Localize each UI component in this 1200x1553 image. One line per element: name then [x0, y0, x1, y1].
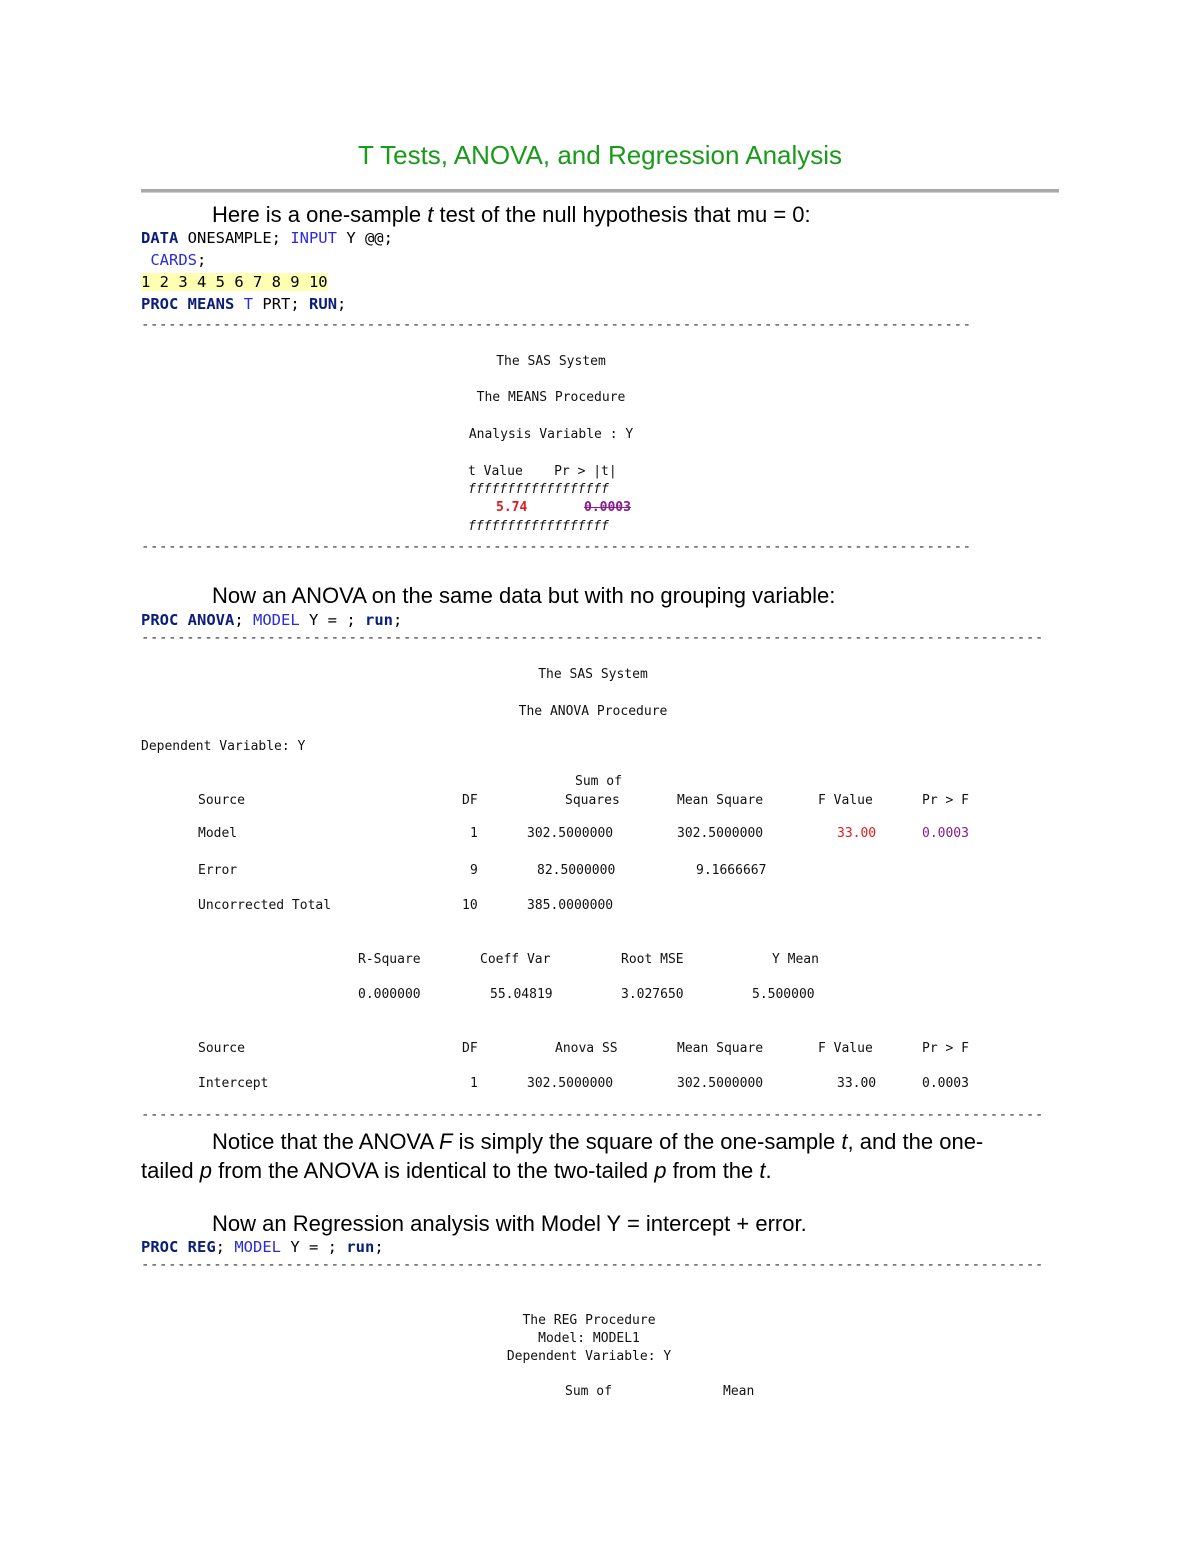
- page-title: T Tests, ANOVA, and Regression Analysis: [357, 140, 843, 170]
- output-separator: ffffffffffffffffff: [468, 519, 609, 534]
- t-italic: t: [759, 1158, 766, 1183]
- regression-intro: Now an Regression analysis with Model Y = intercept + error.: [212, 1211, 807, 1236]
- kw-proc: PROC: [141, 295, 179, 313]
- kw-data: DATA: [141, 229, 179, 247]
- intro-text: Here is a one-sample: [212, 202, 428, 227]
- cell-ss: 302.5000000: [527, 1076, 614, 1091]
- output-t-value: 5.74: [496, 500, 528, 515]
- col-mean: Mean: [723, 1384, 755, 1399]
- output-p-value: 0.0003: [584, 500, 631, 515]
- title-rule: [141, 189, 1059, 193]
- col-sum-of: Sum of: [575, 774, 622, 789]
- kw-proc: PROC: [141, 611, 179, 629]
- code-semicolon: ;: [215, 1238, 235, 1256]
- value-y-mean: 5.500000: [752, 987, 815, 1002]
- value-root-mse: 3.027650: [621, 987, 684, 1002]
- col-df: DF: [462, 1041, 478, 1056]
- output-model: Model: MODEL1: [538, 1331, 640, 1346]
- code-line-cards: [141, 251, 206, 269]
- cell-df: 10: [462, 898, 478, 913]
- code-dataset: ONESAMPLE;: [178, 229, 291, 247]
- cell-ms: 302.5000000: [677, 826, 764, 841]
- code-semicolon: ;: [234, 611, 254, 629]
- notice-line-1: [212, 1128, 983, 1156]
- kw-model: MODEL: [253, 611, 300, 629]
- dependent-variable: Dependent Variable: Y: [141, 739, 306, 754]
- kw-run: run: [365, 611, 394, 629]
- code-semicolon: ;: [197, 251, 207, 269]
- notice-text: , and the one-: [847, 1129, 984, 1154]
- value-coeff-var: 55.04819: [490, 987, 553, 1002]
- code-model-spec: Y = ;: [281, 1238, 347, 1256]
- cell-ms: 302.5000000: [677, 1076, 764, 1091]
- kw-proc: PROC: [141, 1238, 179, 1256]
- output-procedure-title: The REG Procedure: [522, 1313, 656, 1328]
- notice-text: is simply the square of the one-sample: [452, 1129, 842, 1154]
- cell-df: 1: [470, 1076, 478, 1091]
- col-f-value: F Value: [818, 1041, 873, 1056]
- col-coeff-var: Coeff Var: [480, 952, 551, 967]
- cell-ss: 385.0000000: [527, 898, 614, 913]
- col-source: Source: [198, 793, 245, 808]
- col-mean-square: Mean Square: [677, 793, 764, 808]
- col-y-mean: Y Mean: [772, 952, 819, 967]
- divider: ----------------------------------------------------------------------------------------------------: [141, 630, 1044, 646]
- divider: --------------------------------------------------------------------------------------------: [141, 317, 972, 333]
- output-analysis-variable: Analysis Variable : Y: [468, 427, 634, 442]
- t-test-intro: [212, 201, 811, 229]
- cell-p-value: 0.0003: [922, 826, 969, 841]
- kw-anova: ANOVA: [187, 611, 235, 629]
- col-f-value: F Value: [818, 793, 873, 808]
- output-t-header: t Value Pr > |t|: [468, 464, 617, 479]
- kw-t: T: [243, 295, 254, 313]
- output-dependent-variable: Dependent Variable: Y: [506, 1349, 672, 1364]
- output-system-title: The SAS System: [496, 354, 606, 369]
- kw-cards: CARDS: [141, 251, 197, 269]
- value-r-square: 0.000000: [358, 987, 421, 1002]
- code-semicolon: ;: [337, 295, 347, 313]
- data-values: 1 2 3 4 5 6 7 8 9 10: [141, 273, 328, 291]
- cell-ms: 9.1666667: [696, 863, 767, 878]
- divider: --------------------------------------------------------------------------------------------: [141, 539, 972, 555]
- col-pr-f: Pr > F: [922, 793, 969, 808]
- cell-source: Uncorrected Total: [198, 898, 332, 913]
- divider: ----------------------------------------------------------------------------------------------------: [141, 1257, 1044, 1273]
- cell-ss: 302.5000000: [527, 826, 614, 841]
- code-line-proc-anova: [141, 611, 402, 629]
- col-root-mse: Root MSE: [621, 952, 684, 967]
- cell-f-value: 33.00: [837, 826, 877, 841]
- kw-run: run: [346, 1238, 375, 1256]
- notice-text: Notice that the ANOVA: [212, 1129, 440, 1154]
- t-italic: t: [427, 202, 434, 227]
- notice-text: .: [765, 1158, 772, 1183]
- col-anova-ss: Anova SS: [555, 1041, 618, 1056]
- code-line-proc-means: [141, 295, 346, 313]
- col-r-square: R-Square: [358, 952, 421, 967]
- cell-f-value: 33.00: [837, 1076, 877, 1091]
- cell-p-value: 0.0003: [922, 1076, 969, 1091]
- col-sum-of: Sum of: [565, 1384, 612, 1399]
- kw-reg: REG: [187, 1238, 216, 1256]
- col-mean-square: Mean Square: [677, 1041, 764, 1056]
- code-line-data: [141, 229, 393, 247]
- output-separator: ffffffffffffffffff: [468, 482, 609, 497]
- f-italic: F: [439, 1129, 453, 1154]
- code-semicolon: ;: [393, 611, 403, 629]
- output-system-title: The SAS System: [538, 667, 648, 682]
- t-italic: t: [841, 1129, 848, 1154]
- p-italic: p: [654, 1158, 667, 1183]
- kw-input: INPUT: [290, 229, 337, 247]
- output-procedure-title: The MEANS Procedure: [476, 390, 626, 405]
- col-pr-f: Pr > F: [922, 1041, 969, 1056]
- notice-text: tailed: [141, 1158, 200, 1183]
- code-line-proc-reg: [141, 1238, 384, 1256]
- kw-run: RUN: [309, 295, 338, 313]
- code-model-spec: Y = ;: [299, 611, 366, 629]
- cell-source: Error: [198, 863, 238, 878]
- notice-text: from the: [666, 1158, 760, 1183]
- col-source: Source: [198, 1041, 245, 1056]
- code-semicolon: ;: [374, 1238, 384, 1256]
- cell-df: 1: [470, 826, 478, 841]
- cell-source: Model: [198, 826, 238, 841]
- notice-line-2: [141, 1157, 772, 1185]
- cell-source: Intercept: [198, 1076, 269, 1091]
- code-input-vars: Y @@;: [336, 229, 393, 247]
- output-procedure-title: The ANOVA Procedure: [518, 704, 668, 719]
- kw-means: MEANS: [187, 295, 235, 313]
- intro-text-end: test of the null hypothesis that mu = 0:: [433, 202, 811, 227]
- anova-intro: Now an ANOVA on the same data but with no grouping variable:: [212, 583, 836, 608]
- divider: ----------------------------------------------------------------------------------------------------: [141, 1107, 1044, 1123]
- col-squares: Squares: [565, 793, 620, 808]
- notice-text: from the ANOVA is identical to the two-tailed: [211, 1158, 655, 1183]
- cell-df: 9: [470, 863, 478, 878]
- kw-model: MODEL: [234, 1238, 282, 1256]
- code-prt: PRT;: [253, 295, 310, 313]
- col-df: DF: [462, 793, 478, 808]
- cell-ss: 82.5000000: [537, 863, 616, 878]
- p-italic: p: [199, 1158, 212, 1183]
